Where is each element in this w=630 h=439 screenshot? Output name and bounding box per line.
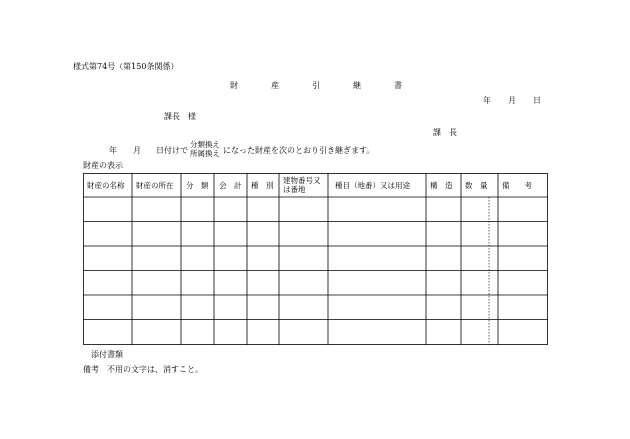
title-char: 書 xyxy=(394,81,402,90)
header-name: 財産の名称 xyxy=(87,181,125,190)
date-day: 日 xyxy=(533,96,541,105)
header-building-no-line2: は番地 xyxy=(283,185,306,194)
remarks: 備考 不用の文字は、消すこと。 xyxy=(83,365,203,374)
body-option-2: 所属換え xyxy=(190,149,220,158)
header-notes: 備 考 xyxy=(502,181,532,190)
header-type: 種 別 xyxy=(251,181,274,190)
title-char: 財 xyxy=(230,81,238,90)
table-grid xyxy=(83,173,548,345)
header-building-no-line1: 建物番号又 xyxy=(283,176,321,185)
body-year: 年 xyxy=(109,146,117,155)
property-table xyxy=(83,173,548,345)
body-option-1: 分類換え xyxy=(190,140,220,149)
title-char: 産 xyxy=(271,81,279,90)
sender: 課 長 xyxy=(433,128,457,137)
header-structure: 構 造 xyxy=(430,181,453,190)
addressee: 課長 様 xyxy=(164,112,196,121)
form-number: 様式第74号（第150条関係） xyxy=(73,62,179,71)
date-year: 年 xyxy=(483,96,491,105)
header-land-category: 種目（地番）又は用途 xyxy=(335,181,410,190)
body-day-text: 日付けで xyxy=(156,146,188,155)
attachments-label: 添付書類 xyxy=(91,350,123,359)
title-char: 継 xyxy=(353,81,361,90)
body-month: 月 xyxy=(133,146,141,155)
title-char: 引 xyxy=(312,81,320,90)
header-classification: 分 類 xyxy=(186,181,209,190)
header-location: 財産の所在 xyxy=(136,181,174,190)
header-account: 会 計 xyxy=(219,181,242,190)
body-rest: になった財産を次のとおり引き継ぎます。 xyxy=(223,146,375,155)
section-label: 財産の表示 xyxy=(83,161,123,170)
date-month: 月 xyxy=(508,96,516,105)
header-quantity: 数 量 xyxy=(465,181,488,190)
